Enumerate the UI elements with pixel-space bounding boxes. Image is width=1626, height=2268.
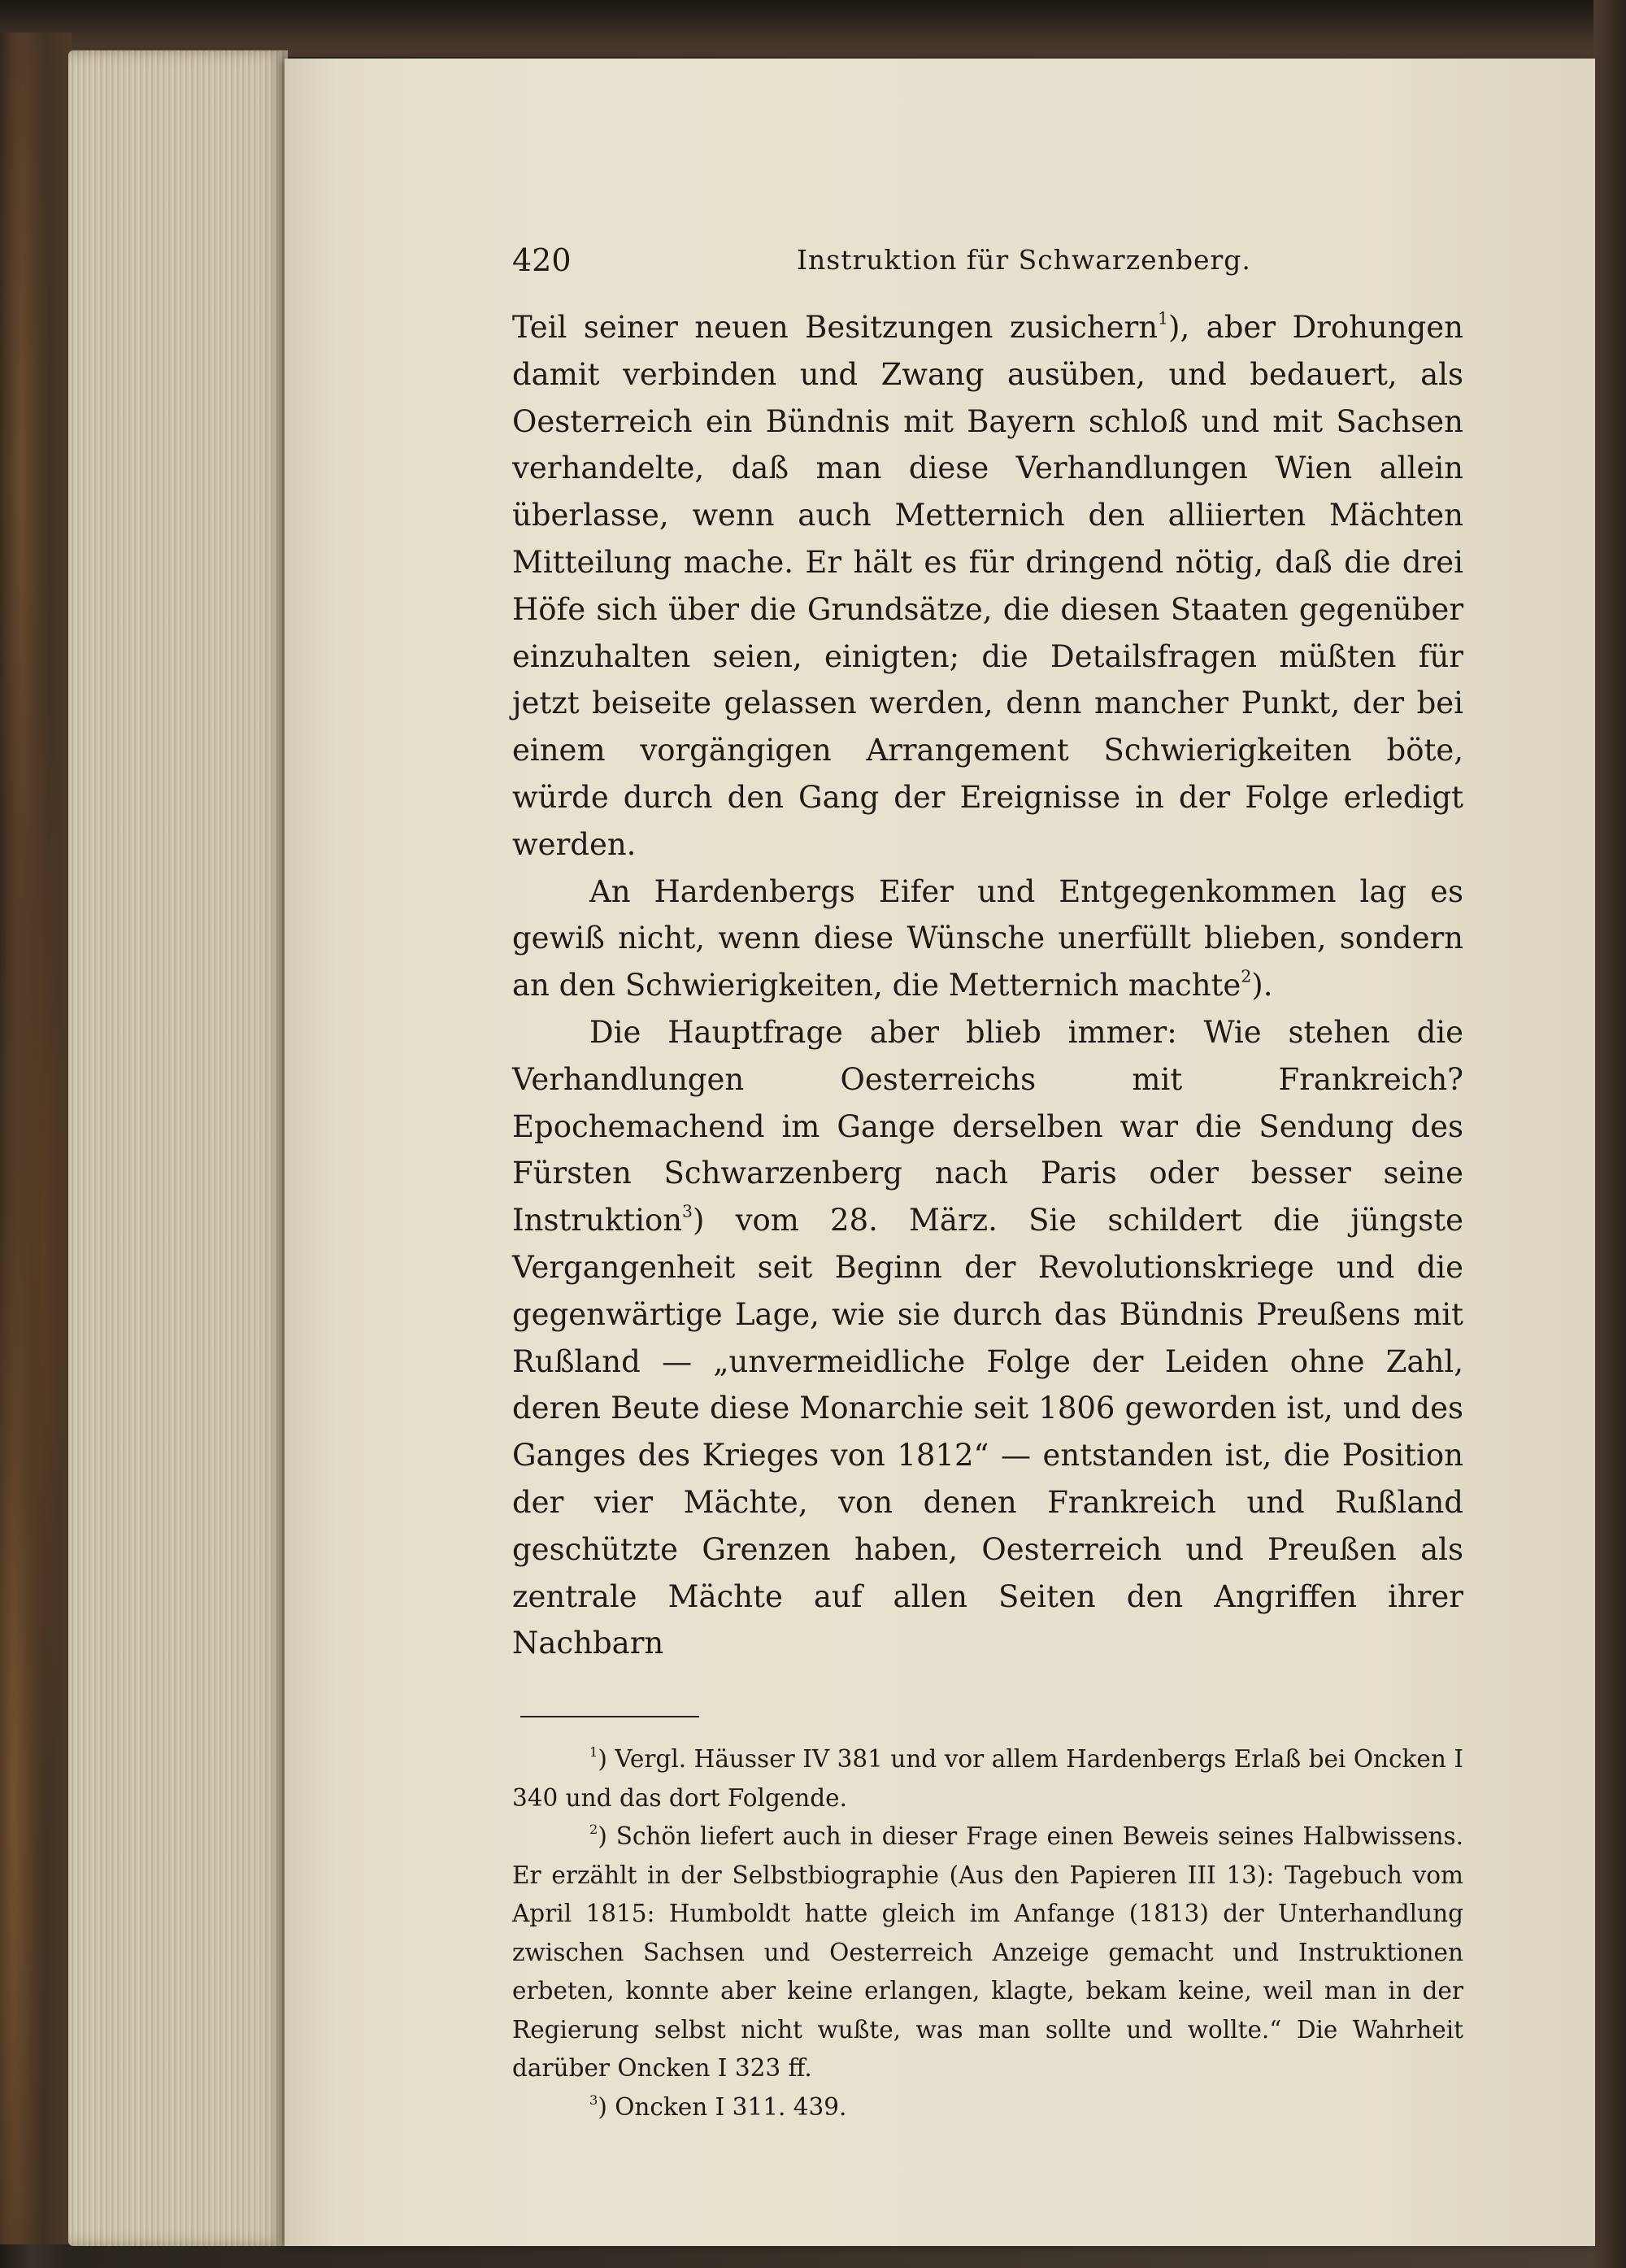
paragraph-2-text-a: An Hardenbergs Eifer und Entgegenkommen lag es gewiß nicht, wenn diese Wünsche unerfüllt blieben, sondern an den Schwierigkeiten, die Metternich machte	[512, 873, 1463, 1003]
footnotes	[512, 1740, 1463, 2127]
footnote-ref-3: 3	[682, 1201, 693, 1221]
footnote-rule	[520, 1716, 699, 1717]
paragraph-2-text-b: ).	[1251, 968, 1273, 1003]
paragraph-2	[512, 868, 1463, 1009]
marbled-cover-edge	[0, 33, 72, 2244]
paragraph-3	[512, 1009, 1463, 1667]
body-text	[512, 304, 1463, 1667]
text-block	[512, 237, 1463, 2127]
book-cover-right	[1593, 0, 1626, 2268]
paragraph-3-text-b: ) vom 28. März. Sie schildert die jüngste Vergangenheit seit Beginn der Revolutionskriege und die gegenwärtige Lage, wie sie durch das Bündnis Preußens mit Rußland — „unvermeidliche Folge der Leiden ohne Zahl, deren Beute diese Monarchie seit 1806 geworden ist, und des Ganges des Krieges von 1812“ — entstanden ist, die Position der vier Mächte, von denen Frankreich und Rußland geschützte Grenzen haben, Oesterreich und Preußen als zentrale Mächte auf allen Seiten den Angriffen ihrer Nachbarn	[512, 1203, 1463, 1661]
footnote-2-marker: 2	[589, 1822, 598, 1838]
footnote-ref-1: 1	[1158, 308, 1169, 329]
book-cover-top	[0, 0, 1626, 57]
footnote-1-text: ) Vergl. Häusser IV 381 und vor allem Hardenbergs Erlaß bei Oncken I 340 und das dort Folgende.	[512, 1745, 1463, 1812]
footnote-2	[512, 1817, 1463, 2088]
footnote-1	[512, 1740, 1463, 1817]
paragraph-3-text-a: Die Hauptfrage aber blieb immer: Wie stehen die Verhandlungen Oesterreichs mit Frankreich? Epochemachend im Gange derselben war die Sendung des Fürsten Schwarzenberg nach Paris oder besser seine Instruktion	[512, 1014, 1463, 1238]
page-edges	[68, 50, 288, 2246]
footnote-3-marker: 3	[589, 2092, 598, 2108]
paragraph-1	[512, 304, 1463, 868]
footnote-3	[512, 2088, 1463, 2127]
paragraph-1-text-b: ), aber Drohungen damit verbinden und Zwang ausüben, und bedauert, als Oesterreich ein Bündnis mit Bayern schloß und mit Sachsen verhandelte, daß man diese Verhandlungen Wien allein überlasse, wenn auch Metternich den alliierten Mächten Mitteilung mache. Er hält es für dringend nötig, daß die drei Höfe sich über die Grundsätze, die diesen Staaten gegenüber einzuhalten seien, einigten; die Detailsfragen müßten für jetzt beiseite gelassen werden, denn mancher Punkt, der bei einem vorgängigen Arrangement Schwierigkeiten böte, würde durch den Gang der Ereignisse in der Folge erledigt werden.	[512, 310, 1464, 862]
running-head	[512, 237, 1463, 286]
footnote-ref-2: 2	[1241, 966, 1252, 986]
footnote-1-marker: 1	[589, 1744, 598, 1761]
paragraph-1-text-a: Teil seiner neuen Besitzungen zusichern	[512, 310, 1159, 345]
footnote-3-text: ) Oncken I 311. 439.	[598, 2092, 847, 2121]
running-head-title: Instruktion für Schwarzenberg.	[797, 244, 1251, 276]
footnote-2-text: ) Schön liefert auch in dieser Frage einen Beweis seines Halbwissens. Er erzählt in der Selbstbiographie (Aus den Papieren III 13): Tagebuch vom April 1815: Humboldt hatte gleich im Anfange (1813) der Unterhandlung zwischen Sachsen und Oesterreich Anzeige gemacht und Instruktionen erbeten, konnte aber keine erlangen, klagte, bekam keine, weil man in der Regierung selbst nicht wußte, was man sollte und wollte.“ Die Wahrheit darüber Oncken I 323 ff.	[512, 1822, 1463, 2083]
book-page	[285, 59, 1595, 2246]
page-number: 420	[512, 242, 572, 278]
